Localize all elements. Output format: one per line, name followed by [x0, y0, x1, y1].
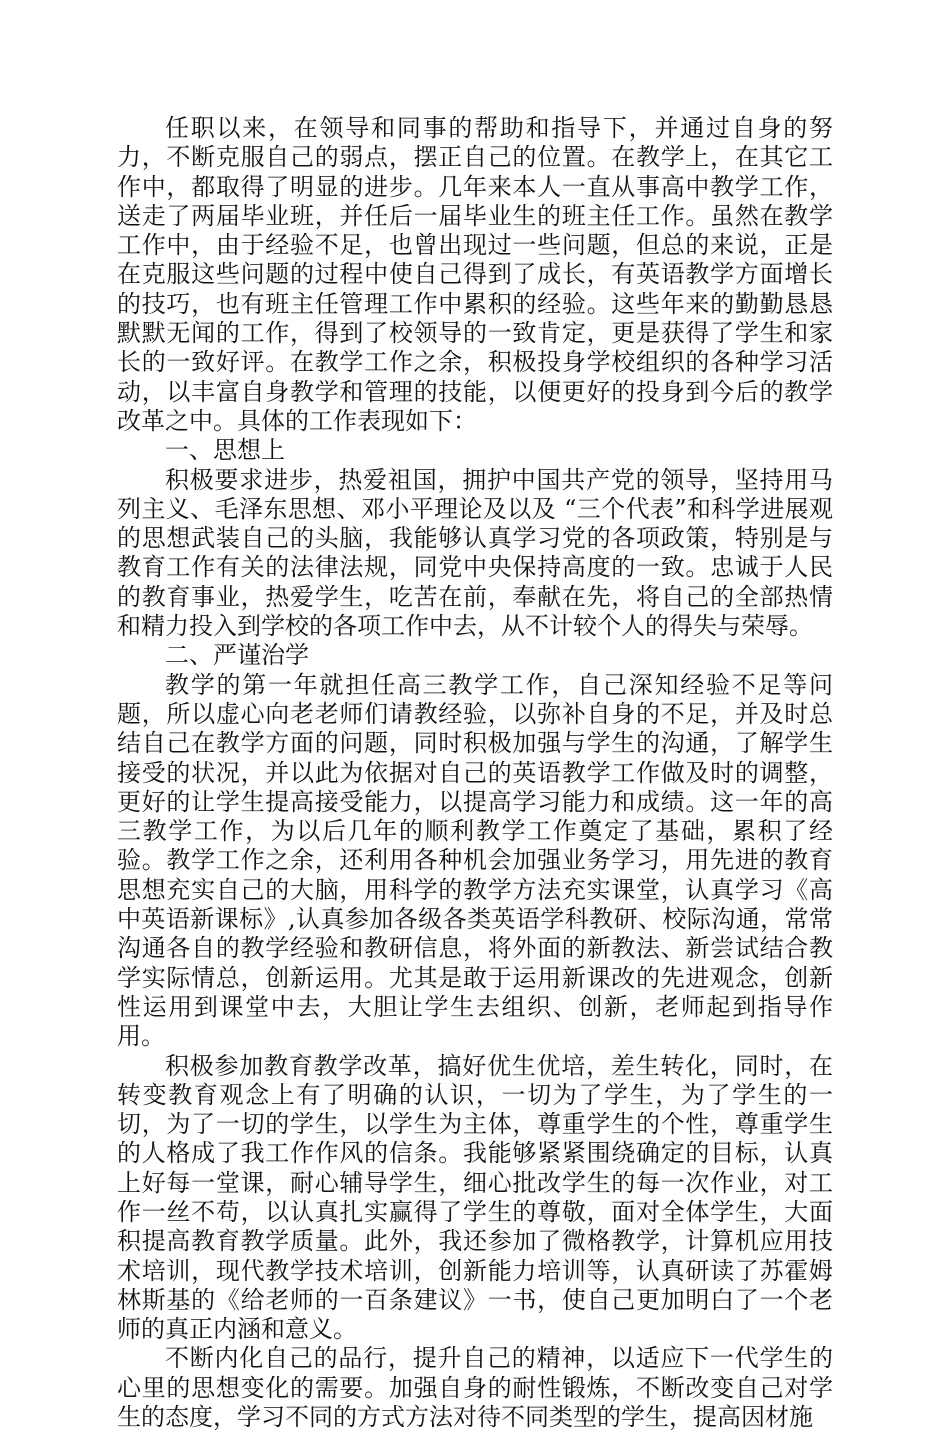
paragraph-self-improvement: 不断内化自己的品行，提升自己的精神，以适应下一代学生的心里的思想变化的需要。加强自身的耐性锻炼，不断改变自己对学生的态度，学习不同的方式方法对待不同类型的学生，提高因材施 — [117, 1344, 833, 1432]
paragraph-teaching-first-year: 教学的第一年就担任高三教学工作，自己深知经验不足等问题，所以虚心向老老师们请教经验，以弥补自身的不足，并及时总结自己在教学方面的问题，同时积极加强与学生的沟通，了解学生接受的状况，并以此为依据对自己的英语教学工作做及时的调整，更好的让学生提高接受能力，以提高学习能力和成绩。这一年的高三教学工作，为以后几年的顺利教学工作奠定了基础，累积了经验。教学工作之余，还利用各种机会加强业务学习，用先进的教育思想充实自己的大脑，用科学的教学方法充实课堂，认真学习《高中英语新课标》,认真参加各级各类英语学科教研、校际沟通，常常沟通各自的教学经验和教研信息，将外面的新教法、新尝试结合教学实际情总，创新运用。尤其是敢于运用新课改的先进观念，创新性运用到课堂中去，大胆让学生去组织、创新，老师起到指导作用。 — [117, 670, 833, 1051]
paragraph-teaching-reform: 积极参加教育教学改革，搞好优生优培，差生转化，同时，在转变教育观念上有了明确的认识，一切为了学生，为了学生的一切，为了一切的学生，以学生为主体，尊重学生的个性，尊重学生的人格成了我工作作风的信条。我能够紧紧围绕确定的目标，认真上好每一堂课，耐心辅导学生，细心批改学生的每一次作业，对工作一丝不苟，以认真扎实赢得了学生的尊敬，面对全体学生，大面积提高教育教学质量。此外，我还参加了微格教学，计算机应用技术培训，现代教学技术培训，创新能力培训等，认真研读了苏霍姆林斯基的《给老师的一百条建议》一书，使自己更加明白了一个老师的真正内涵和意义。 — [117, 1051, 833, 1344]
section-heading-rigorous-study: 二、严谨治学 — [165, 641, 309, 670]
paragraph-thought: 积极要求进步，热爱祖国，拥护中国共产党的领导，坚持用马列主义、毛泽东思想、邓小平理论及以及 “三个代表”和科学进展观的思想武装自己的头脑，我能够认真学习党的各项政策，特别是与教育工作有关的法律法规，同党中央保持高度的一致。忠诚于人民的教育事业，热爱学生，吃苦在前，奉献在先，将自己的全部热情和精力投入到学校的各项工作中去，从不计较个人的得失与荣辱。 — [117, 465, 833, 641]
section-heading-thought: 一、思想上 — [165, 436, 285, 465]
document-body — [117, 114, 833, 1432]
paragraph-intro: 任职以来，在领导和同事的帮助和指导下，并通过自身的努力，不断克服自己的弱点，摆正自己的位置。在教学上，在其它工作中，都取得了明显的进步。几年来本人一直从事高中教学工作，送走了两届毕业班，并任后一届毕业生的班主任工作。虽然在教学工作中，由于经验不足，也曾出现过一些问题，但总的来说，正是在克服这些问题的过程中使自己得到了成长，有英语教学方面增长的技巧，也有班主任管理工作中累积的经验。这些年来的勤勤恳恳默默无闻的工作，得到了校领导的一致肯定，更是获得了学生和家长的一致好评。在教学工作之余，积极投身学校组织的各种学习活动，以丰富自身教学和管理的技能，以便更好的投身到今后的教学改革之中。具体的工作表现如下： — [117, 114, 833, 435]
